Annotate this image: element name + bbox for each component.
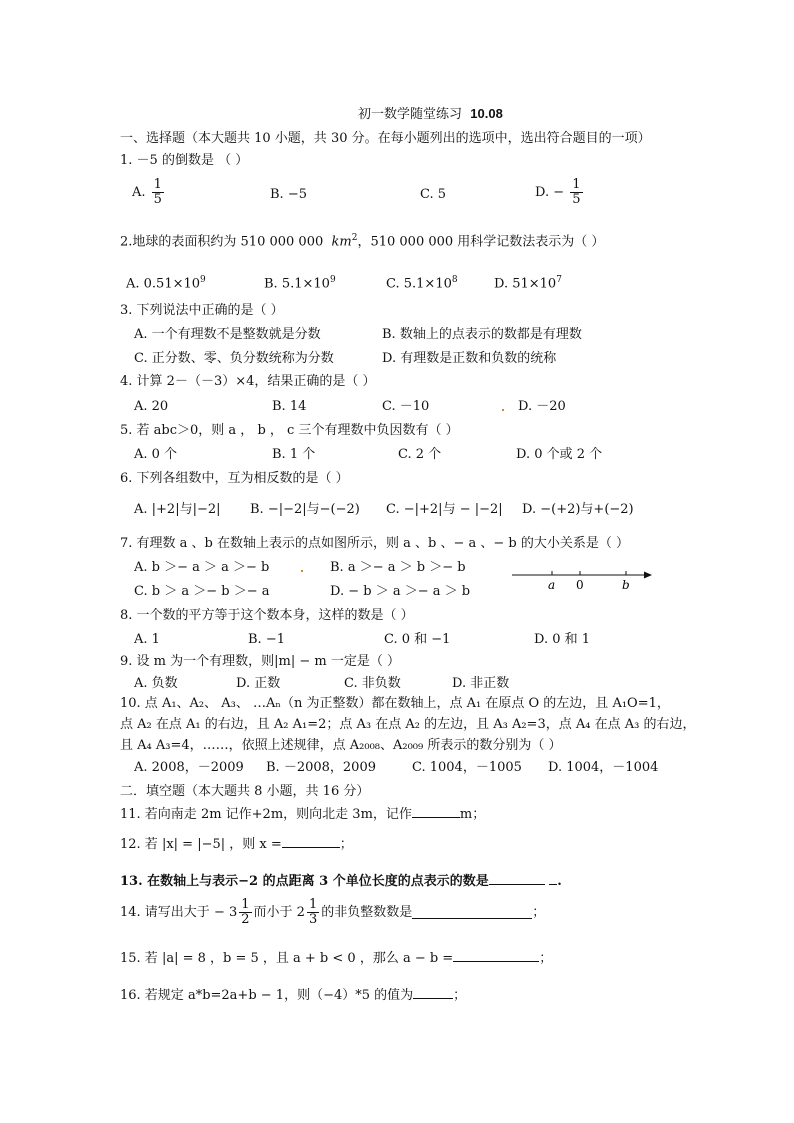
q14 bbox=[120, 898, 545, 927]
q15-answer-blank[interactable] bbox=[453, 949, 539, 962]
q16-end: ； bbox=[453, 988, 467, 1003]
q10-option-d: D. 1004，－1004 bbox=[548, 760, 659, 775]
q4-option-a: A. 20 bbox=[134, 399, 169, 414]
q2-stem-text: 2.地球的表面积约为 510 000 000 bbox=[120, 234, 324, 250]
q5-stem: 5. 若 abc＞0，则 a ， b ， c 三个有理数中负因数有（ ） bbox=[120, 423, 459, 438]
q14-mid: 而小于 2 bbox=[253, 904, 305, 920]
title-date: 10.08 bbox=[470, 106, 503, 121]
section-1-heading: 一、选择题（本大题共 10 小题，共 30 分。在每小题列出的选项中，选出符合题目的一项） bbox=[120, 131, 651, 146]
q14-fraction-1 bbox=[239, 898, 251, 927]
q1-option-a-label: A. bbox=[132, 185, 146, 200]
q11-end: m； bbox=[459, 807, 486, 822]
q8-option-d: D. 0 和 1 bbox=[534, 632, 591, 647]
q3-stem: 3. 下列说法中正确的是（ ） bbox=[120, 303, 284, 318]
q2-option-a-exp: 9 bbox=[200, 275, 206, 285]
q7-option-d: D. − b ＞ a ＞− a ＞ b bbox=[330, 584, 471, 599]
q13-answer-blank[interactable] bbox=[489, 872, 545, 885]
q13 bbox=[120, 872, 562, 891]
q4-option-b: B. 14 bbox=[272, 399, 307, 414]
section-2-heading: 二．填空题（本大题共 8 小题，共 16 分） bbox=[120, 784, 370, 799]
q3-option-c: C. 正分数、零、负分数统称为分数 bbox=[134, 351, 334, 366]
q6-stem: 6. 下列各组数中，互为相反数的是（ ） bbox=[120, 471, 349, 486]
q9-option-b: D. 正数 bbox=[236, 676, 281, 691]
q5-option-b: B. 1 个 bbox=[272, 447, 316, 462]
q15-end: ； bbox=[539, 951, 553, 966]
q1-option-d-fraction: $\frac{1}{5}$ bbox=[572, 177, 581, 207]
number-line-label-a: a bbox=[548, 578, 556, 592]
q2-stem: 2.地球的表面积约为 510 000 000 $km^2$，510 000 000 用科学记数法表示为（ ） bbox=[120, 233, 605, 250]
q5-option-c: C. 2 个 bbox=[398, 447, 442, 462]
stray-dot-2 bbox=[301, 570, 303, 572]
q2-option-d-text: D. 51×10 bbox=[494, 276, 557, 292]
number-line-label-zero: 0 bbox=[576, 578, 584, 592]
q12-answer-blank[interactable] bbox=[282, 835, 340, 848]
q10-line-1: 10. 点 A₁、A₂、 A₃、 …Aₙ（n 为正整数）都在数轴上，点 A₁ 在原点 O 的左边，且 A₁O=1， bbox=[120, 696, 670, 711]
q3-option-a: A. 一个有理数不是整数就是分数 bbox=[134, 327, 321, 342]
q12-end: ； bbox=[339, 837, 353, 852]
q5-option-a: A. 0 个 bbox=[134, 447, 178, 462]
q4-option-c: C. －10 bbox=[382, 399, 430, 414]
q15 bbox=[120, 949, 552, 968]
q3-option-b: B. 数轴上的点表示的数都是有理数 bbox=[382, 327, 582, 342]
q6-option-b: B. −|−2|与−(−2) bbox=[250, 502, 360, 517]
q6-option-a: A. |+2|与|−2| bbox=[134, 502, 221, 517]
q1-option-c: C. 5 bbox=[420, 187, 447, 202]
q13-text: 13. 在数轴上与表示−2 的点距离 3 个单位长度的点表示的数是 bbox=[120, 874, 489, 889]
title-text: 初一数学随堂练习 bbox=[358, 107, 463, 122]
q2-option-a bbox=[126, 271, 206, 293]
q10-option-b: B. －2008，2009 bbox=[266, 760, 376, 775]
q14-fraction-2-den: 3 bbox=[308, 912, 318, 927]
q7-stem: 7. 有理数 a 、b 在数轴上表示的点如图所示，则 a 、b 、− a 、− b 的大小关系是（ ） bbox=[120, 536, 629, 551]
q14-pre: 14. 请写出大于 − 3 bbox=[120, 904, 238, 920]
page-title bbox=[358, 105, 503, 124]
q2-option-d-exp: 7 bbox=[556, 275, 562, 285]
q10-option-a: A. 2008，－2009 bbox=[134, 760, 244, 775]
q3-option-d: D. 有理数是正数和负数的统称 bbox=[382, 351, 557, 366]
q7-option-b: B. a ＞− a ＞ b ＞− b bbox=[330, 560, 466, 575]
q1-stem: 1. －5 的倒数是 （ ） bbox=[120, 153, 249, 168]
q8-option-b: B. −1 bbox=[248, 632, 285, 647]
q4-option-d: D. －20 bbox=[518, 399, 566, 414]
q2-option-b-exp: 9 bbox=[329, 275, 336, 285]
q8-stem: 8. 一个数的平方等于这个数本身，这样的数是（ ） bbox=[120, 608, 414, 623]
q2-stem-text-2: ，510 000 000 用科学记数法表示为（ ） bbox=[357, 234, 605, 250]
q15-text: 15. 若 |a| = 8 ，b = 5 ，且 a + b < 0 ，那么 a − b = bbox=[120, 951, 454, 966]
q11-answer-blank[interactable] bbox=[412, 805, 460, 818]
q2-option-b bbox=[264, 271, 336, 293]
q13-end: . bbox=[557, 874, 562, 889]
number-line-arrow-icon bbox=[644, 572, 652, 579]
q14-fraction-1-num: 1 bbox=[241, 897, 250, 912]
q16-text: 16. 若规定 a*b=2a+b − 1，则（−4）*5 的值为 bbox=[120, 988, 414, 1003]
q7-option-a: A. b ＞− a ＞ a ＞− b bbox=[134, 560, 270, 575]
q2-option-b-text: B. 5.1×10 bbox=[264, 276, 330, 292]
q9-option-d: D. 非正数 bbox=[452, 676, 510, 691]
q1-option-a-fraction: $\frac{1}{5}$ bbox=[153, 177, 162, 207]
q9-option-c: C. 非负数 bbox=[344, 676, 401, 691]
q5-option-d: D. 0 个或 2 个 bbox=[516, 447, 603, 462]
q14-fraction-1-den: 2 bbox=[241, 912, 250, 927]
q1-option-d bbox=[535, 178, 585, 207]
q2-option-c-exp: 8 bbox=[451, 275, 458, 285]
q1-option-a bbox=[132, 178, 166, 207]
q16-answer-blank[interactable] bbox=[413, 986, 453, 999]
q6-option-d: D. −(+2)与+(−2) bbox=[522, 502, 634, 517]
q7-option-c: C. b ＞ a ＞− b ＞− a bbox=[134, 584, 270, 599]
q2-option-d bbox=[494, 271, 562, 293]
number-line-label-b: b bbox=[622, 578, 630, 592]
q8-option-a: A. 1 bbox=[134, 632, 160, 647]
q12 bbox=[120, 835, 353, 854]
q14-answer-blank[interactable] bbox=[412, 906, 532, 919]
q2-option-a-text: A. 0.51×10 bbox=[126, 276, 201, 292]
q11-text: 11. 若向南走 2m 记作+2m，则向北走 3m，记作 bbox=[120, 807, 412, 822]
q10-line-3: 且 A₄ A₃=4，……，依照上述规律，点 A₂₀₀₈、A₂₀₀₉ 所表示的数分别为（ ） bbox=[120, 738, 562, 753]
q2-option-c bbox=[386, 271, 458, 293]
q9-option-a: A. 负数 bbox=[134, 676, 178, 691]
q16 bbox=[120, 986, 466, 1005]
q6-option-c: C. −|+2|与 − |−2| bbox=[386, 502, 503, 517]
q2-option-c-text: C. 5.1×10 bbox=[386, 276, 452, 292]
stray-dot bbox=[502, 409, 504, 411]
q8-option-c: C. 0 和 −1 bbox=[384, 632, 451, 647]
q10-line-2: 点 A₂ 在点 A₁ 的右边，且 A₂ A₁=2；点 A₃ 在点 A₂ 的左边，且 A₃ A₂=3，点 A₄ 在点 A₃ 的右边， bbox=[120, 717, 696, 732]
q14-fraction-2 bbox=[307, 898, 319, 927]
q14-end: ； bbox=[532, 904, 546, 920]
q10-option-c: C. 1004，－1005 bbox=[412, 760, 522, 775]
q11 bbox=[120, 805, 485, 824]
q14-fraction-2-num: 1 bbox=[308, 897, 318, 912]
q14-post: 的非负整数数是 bbox=[321, 904, 413, 920]
number-line-figure bbox=[508, 564, 658, 594]
q2-unit: km bbox=[331, 234, 352, 250]
q4-stem: 4. 计算 2－（－3）×4，结果正确的是（ ） bbox=[120, 374, 376, 389]
q12-text: 12. 若 |x| = |−5| ，则 x = bbox=[120, 837, 282, 852]
q9-stem: 9. 设 m 为一个有理数，则|m| − m 一定是（ ） bbox=[120, 654, 400, 669]
q1-option-d-label: D. − bbox=[535, 185, 565, 200]
q1-option-b: B. −5 bbox=[270, 187, 307, 202]
